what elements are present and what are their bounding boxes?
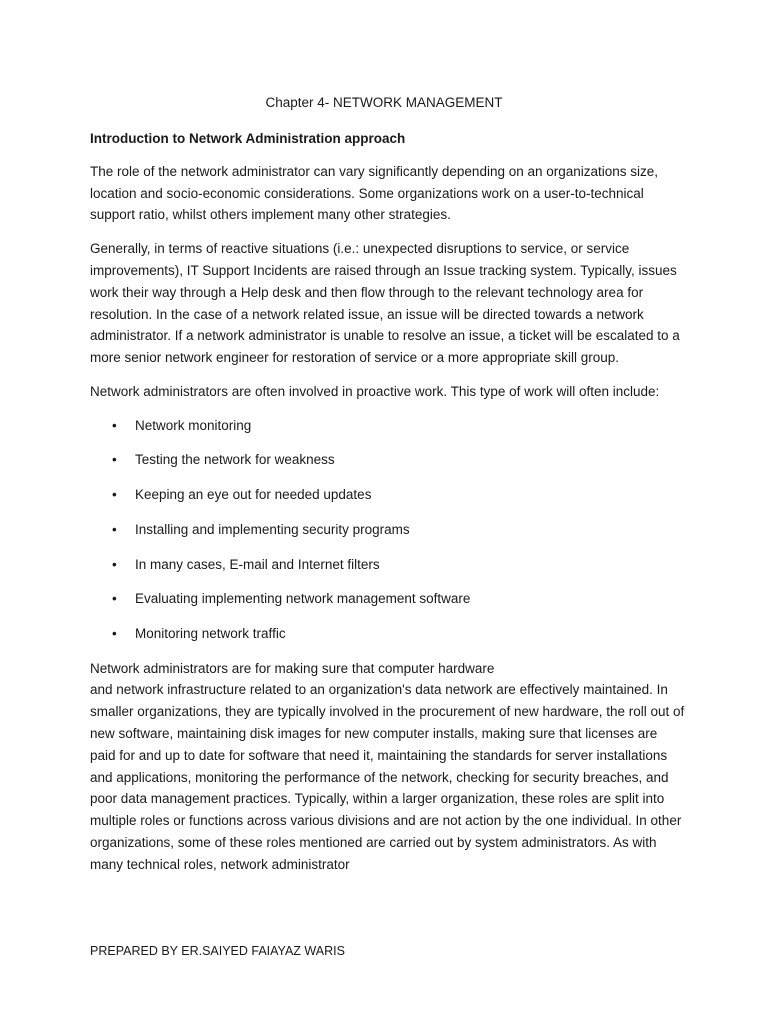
list-item-text: Monitoring network traffic — [135, 625, 286, 641]
list-item-text: In many cases, E-mail and Internet filters — [135, 556, 380, 572]
chapter-title: Chapter 4- NETWORK MANAGEMENT — [265, 95, 503, 110]
list-item — [90, 449, 686, 471]
bullet-icon: • — [112, 417, 117, 433]
bullet-icon: • — [112, 556, 117, 572]
paragraph-reactive-situations: Generally, in terms of reactive situations (i.e.: unexpected disruptions to service, or service improvements), IT Support Incidents are raised through an Issue tracking system. Typically, issues work their way through a Help desk and then flow through to the relevant technology area for resolution. In the case of a network related issue, an issue will be directed towards a network administrator. If a network administrator is unable to resolve an issue, a ticket will be escalated to a more senior network engineer for restoration of service or a more appropriate skill group. — [90, 241, 680, 366]
list-item — [90, 588, 686, 610]
bullet-icon: • — [112, 521, 117, 537]
section-heading: Introduction to Network Administration approach — [90, 131, 406, 146]
paragraph-proactive-work: Network administrators are often involved in proactive work. This type of work will often include: — [90, 383, 660, 399]
bullet-icon: • — [112, 487, 117, 503]
list-item — [90, 623, 686, 645]
paragraph-admin-responsibilities — [90, 658, 686, 876]
paragraph-role-of-admin: The role of the network administrator can vary significantly depending on an organizations size, location and socio-economic considerations. Some organizations work on a user-to-technical support ratio, whilst others implement many other strategies. — [90, 163, 659, 223]
list-item — [90, 519, 686, 541]
list-item-text: Installing and implementing security programs — [135, 521, 410, 537]
list-item — [90, 554, 686, 576]
paragraph-continuation: and network infrastructure related to an organization's data network are effectively maintained. In smaller organizations, they are typically involved in the procurement of new hardware, the roll out of new software, maintaining disk images for new computer installs, making sure that licenses are paid for and up to date for software that need it, maintaining the standards for server installations and applications, monitoring the performance of the network, checking for security breaches, and poor data management practices. Typically, within a larger organization, these roles are split into multiple roles or functions across various divisions and are not action by the one individual. In other organizations, some of these roles mentioned are carried out by system administrators. As with many technical roles, network administrator — [90, 682, 685, 872]
proactive-work-list — [90, 415, 686, 645]
paragraph-first-line: Network administrators are for making sure that computer hardware — [90, 660, 495, 676]
list-item — [90, 484, 686, 506]
list-item-text: Keeping an eye out for needed updates — [135, 487, 372, 503]
bullet-icon: • — [112, 625, 117, 641]
list-item — [90, 415, 686, 437]
bullet-icon: • — [112, 452, 117, 468]
document-body — [90, 128, 686, 888]
page-footer: PREPARED BY ER.SAIYED FAIAYAZ WARIS — [90, 944, 345, 958]
list-item-text: Network monitoring — [135, 417, 252, 433]
list-item-text: Testing the network for weakness — [135, 452, 335, 468]
bullet-icon: • — [112, 591, 117, 607]
list-item-text: Evaluating implementing network management software — [135, 591, 471, 607]
